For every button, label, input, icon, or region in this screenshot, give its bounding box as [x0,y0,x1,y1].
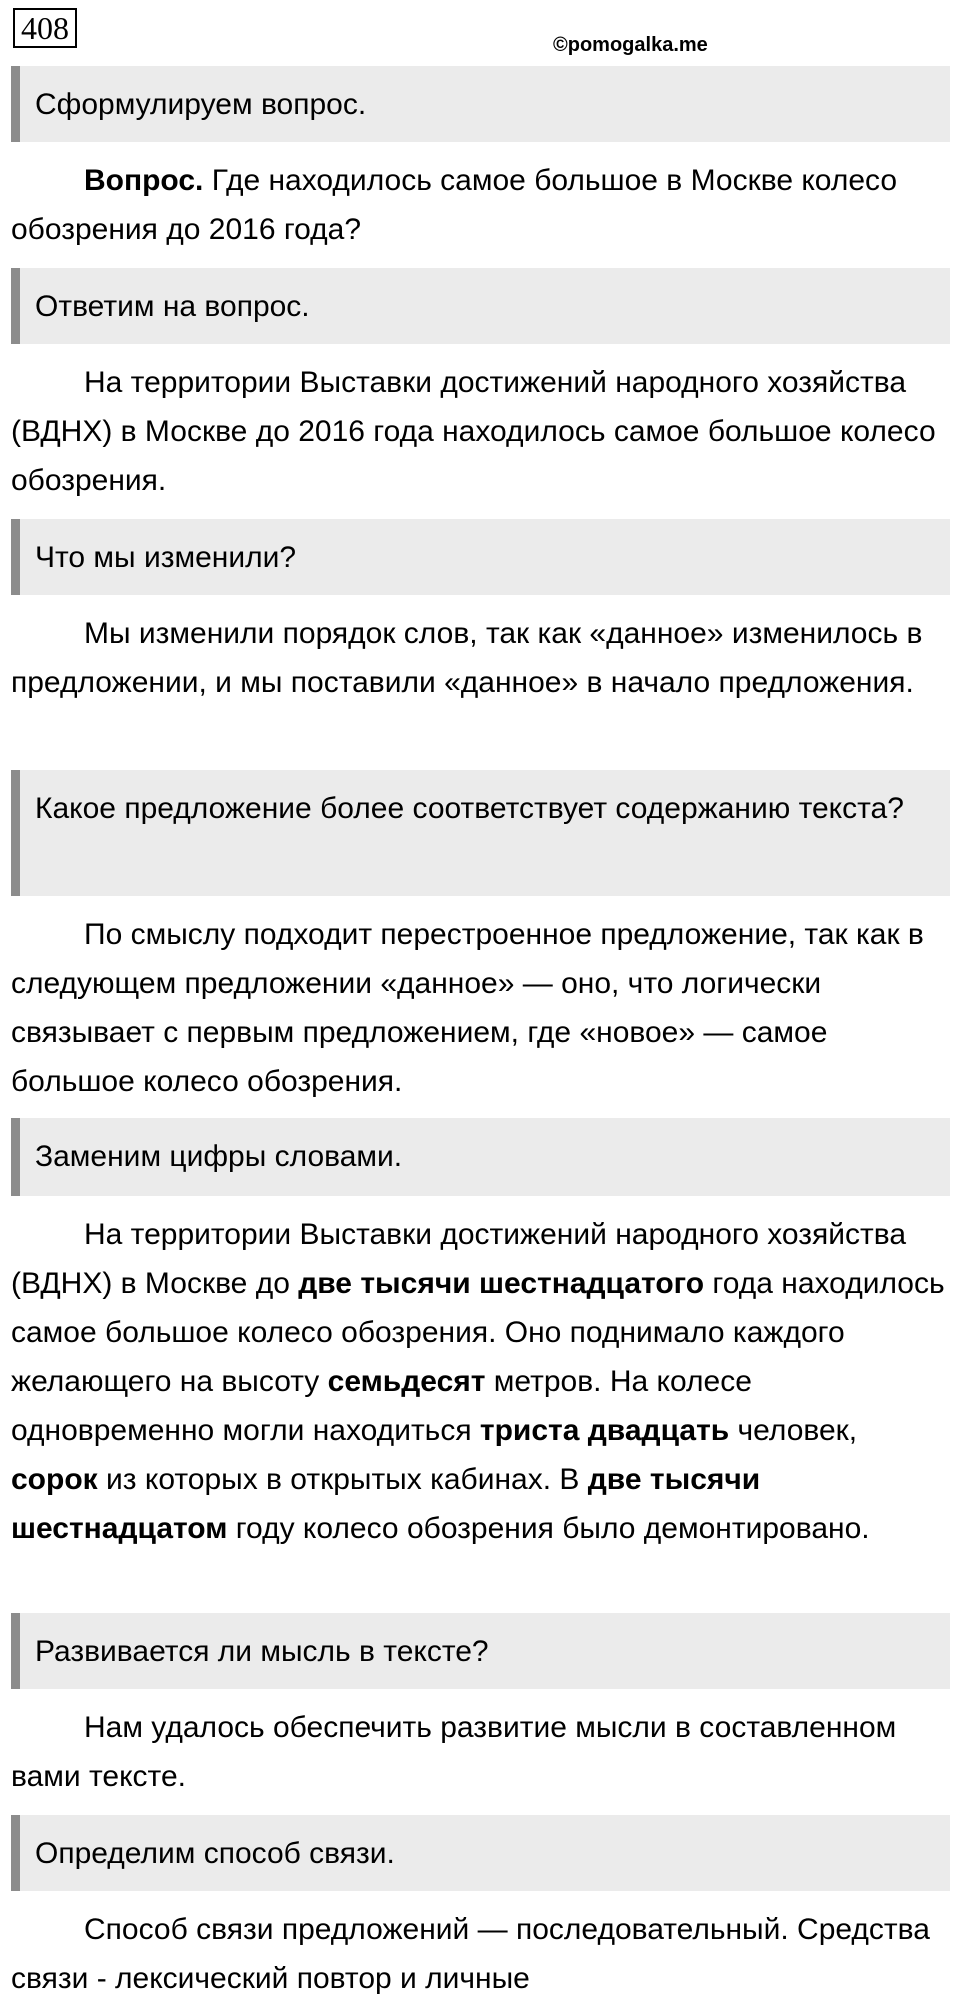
section-heading: Определим способ связи. [11,1815,950,1891]
page-number: 408 [13,8,77,48]
numbers-in-words-paragraph: На территории Выставки достижений народного хозяйства (ВДНХ) в Москве до две тысячи шестнадцатого года находилось самое большое колесо обозрения. Оно поднимало каждого желающего на высоту семьдесят метров. На колесе одновременно могли находиться триста двадцать человек, сорок из которых в открытых кабинах. В две тысячи шестнадцатом году колесо обозрения было демонтировано. [11,1218,945,1545]
bold-number: семьдесят [327,1365,486,1398]
question-paragraph [11,156,950,254]
comparison-paragraph: По смыслу подходит перестроенное предложение, так как в следующем предложении «данное» — оно, что логически связывает с первым предложением, где «новое» — самое большое колесо обозрения. [11,918,924,1098]
section-heading: Заменим цифры словами. [11,1118,950,1196]
section-heading: Какое предложение более соответствует содержанию текста? [11,770,950,896]
question-label: Вопрос. [84,164,204,197]
change-paragraph: Мы изменили порядок слов, так как «данное» изменилось в предложении, и мы поставили «данное» в начало предложения. [11,617,923,699]
connection-paragraph: Способ связи предложений — последовательный. Средства связи - лексический повтор и личные [11,1913,930,1995]
bold-number: две тысячи шестнадцатом [11,1463,761,1545]
section-heading: Сформулируем вопрос. [11,66,950,142]
bold-number: триста двадцать [479,1414,730,1447]
watermark: ©pomogalka.me [553,34,708,56]
section-heading: Что мы изменили? [11,519,950,595]
section-heading: Развивается ли мысль в тексте? [11,1613,950,1689]
bold-number: две тысячи шестнадцатого [298,1267,705,1300]
section-heading: Ответим на вопрос. [11,268,950,344]
answer-paragraph: На территории Выставки достижений народного хозяйства (ВДНХ) в Москве до 2016 года находилось самое большое колесо обозрения. [11,366,936,497]
bold-number: сорок [11,1463,98,1496]
development-paragraph: Нам удалось обеспечить развитие мысли в составленном вами тексте. [11,1711,897,1793]
question-text: Где находилось самое большое в Москве колесо обозрения до 2016 года? [11,164,898,246]
